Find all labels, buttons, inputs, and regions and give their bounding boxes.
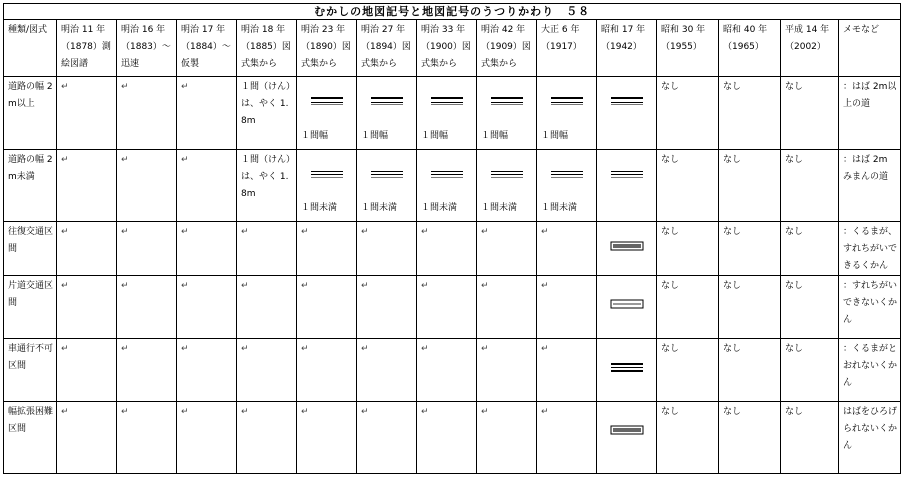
none-cell: なし [719, 222, 781, 276]
paragraph-mark: ↵ [421, 281, 429, 291]
none-cell: なし [781, 77, 839, 150]
symbol-cell [117, 222, 177, 276]
table-row [4, 402, 901, 474]
symbol-cell [477, 402, 537, 474]
symbol-cell [117, 402, 177, 474]
symbol-label: １間未満 [301, 203, 338, 213]
paragraph-mark: ↵ [121, 344, 129, 354]
header-cell-heisei14: 平成 14 年（2002） [781, 20, 839, 77]
symbol-cell [597, 339, 657, 402]
symbol-cell [297, 150, 357, 222]
row-type-cell: 道路の幅 2m以上 [4, 77, 57, 150]
header-cell-meiji17: 明治 17 年（1884）〜仮製 [177, 20, 237, 77]
symbol-cell [537, 222, 597, 276]
symbol-cell [117, 339, 177, 402]
symbol-label: １間未満 [361, 203, 398, 213]
symbol-cell [537, 77, 597, 150]
paragraph-mark: ↵ [361, 227, 369, 237]
symbol-cell [177, 77, 237, 150]
table-title: むかしの地図記号と地図記号のうつりかわり ５８ [4, 4, 901, 20]
memo-cell: ：すれちがいできないくかん [839, 276, 901, 339]
paragraph-mark: ↵ [361, 281, 369, 291]
symbol-cell [57, 222, 117, 276]
double-line-dark-icon [610, 361, 644, 380]
memo-cell: ：はば 2m みまんの道 [839, 150, 901, 222]
none-cell: なし [781, 222, 839, 276]
paragraph-mark: ↵ [121, 227, 129, 237]
symbol-cell [237, 276, 297, 339]
symbol-cell [237, 222, 297, 276]
paragraph-mark: ↵ [361, 344, 369, 354]
symbol-cell [117, 150, 177, 222]
double-line-icon [430, 95, 464, 114]
paragraph-mark: ↵ [181, 407, 189, 417]
header-cell-taisho6: 大正 6 年（1917） [537, 20, 597, 77]
header-cell-meiji42: 明治 42 年（1909）図式集から [477, 20, 537, 77]
symbol-label: １間幅 [481, 131, 509, 141]
table-row [4, 276, 901, 339]
paragraph-mark: ↵ [541, 281, 549, 291]
none-cell: なし [657, 222, 719, 276]
symbol-cell [417, 150, 477, 222]
symbol-cell [237, 77, 297, 150]
none-cell: なし [657, 150, 719, 222]
symbol-cell [357, 402, 417, 474]
header-cell-meiji16: 明治 16 年（1883）〜迅速 [117, 20, 177, 77]
memo-cell: ：くるまが、すれちがいできるくかん [839, 222, 901, 276]
symbol-cell [597, 150, 657, 222]
row-type-cell: 車通行不可区間 [4, 339, 57, 402]
none-cell: なし [657, 276, 719, 339]
memo-cell: ：くるまがとおれないくかん [839, 339, 901, 402]
paragraph-mark: ↵ [181, 281, 189, 291]
symbol-cell [177, 222, 237, 276]
header-row [4, 20, 901, 77]
row-type-cell: 道路の幅 2m未満 [4, 150, 57, 222]
paragraph-mark: ↵ [61, 281, 69, 291]
paragraph-mark: ↵ [481, 281, 489, 291]
double-line-icon [490, 95, 524, 114]
paragraph-mark: ↵ [241, 281, 249, 291]
header-cell-meiji23: 明治 23 年（1890）図式集から [297, 20, 357, 77]
paragraph-mark: ↵ [241, 407, 249, 417]
header-cell-showa17: 昭和 17 年（1942） [597, 20, 657, 77]
double-line-thin-icon [310, 168, 344, 187]
symbol-cell [417, 77, 477, 150]
symbol-cell [57, 339, 117, 402]
symbol-cell [177, 402, 237, 474]
symbol-cell [417, 276, 477, 339]
symbol-cell [597, 276, 657, 339]
header-cell-meiji27: 明治 27 年（1894）図式集から [357, 20, 417, 77]
symbol-cell [357, 276, 417, 339]
paragraph-mark: ↵ [541, 227, 549, 237]
symbol-cell [297, 222, 357, 276]
paragraph-mark: ↵ [301, 281, 309, 291]
none-cell: なし [719, 77, 781, 150]
symbol-cell [117, 276, 177, 339]
paragraph-mark: ↵ [241, 227, 249, 237]
symbol-cell [357, 222, 417, 276]
table-row [4, 150, 901, 222]
double-line-thin-icon [490, 168, 524, 187]
symbol-cell [477, 150, 537, 222]
symbol-cell [57, 150, 117, 222]
none-cell: なし [719, 150, 781, 222]
symbol-label: １間幅 [541, 131, 569, 141]
header-cell-meiji18: 明治 18 年（1885）図式集から [237, 20, 297, 77]
header-cell-showa40: 昭和 40 年（1965） [719, 20, 781, 77]
none-cell: なし [781, 150, 839, 222]
symbol-cell [297, 402, 357, 474]
paragraph-mark: ↵ [541, 344, 549, 354]
header-cell-showa30: 昭和 30 年（1955） [657, 20, 719, 77]
paragraph-mark: ↵ [181, 155, 189, 165]
symbol-cell [477, 222, 537, 276]
paragraph-mark: ↵ [61, 344, 69, 354]
hatched-road-icon [610, 240, 644, 259]
paragraph-mark: ↵ [121, 82, 129, 92]
symbol-label: １間未満 [481, 203, 518, 213]
paragraph-mark: ↵ [61, 82, 69, 92]
paragraph-mark: ↵ [61, 407, 69, 417]
symbol-table [3, 3, 901, 474]
paragraph-mark: ↵ [181, 344, 189, 354]
paragraph-mark: ↵ [421, 227, 429, 237]
table-row [4, 77, 901, 150]
symbol-label: １間幅 [421, 131, 449, 141]
symbol-cell [537, 402, 597, 474]
symbol-cell [597, 402, 657, 474]
none-cell: なし [657, 402, 719, 474]
header-cell-type: 種類/図式 [4, 20, 57, 77]
double-line-icon [310, 95, 344, 114]
double-line-thin-icon [610, 168, 644, 187]
double-line-icon [550, 95, 584, 114]
symbol-cell [177, 276, 237, 339]
double-line-thin-icon [550, 168, 584, 187]
symbol-label: １間幅 [361, 131, 389, 141]
paragraph-mark: ↵ [121, 407, 129, 417]
symbol-cell [597, 77, 657, 150]
symbol-cell [237, 402, 297, 474]
paragraph-mark: ↵ [61, 155, 69, 165]
header-cell-meiji11: 明治 11 年（1878）測絵図譜 [57, 20, 117, 77]
paragraph-mark: ↵ [301, 227, 309, 237]
row-type-cell: 片道交通区間 [4, 276, 57, 339]
symbol-cell [177, 150, 237, 222]
symbol-cell [57, 402, 117, 474]
symbol-cell [117, 77, 177, 150]
symbol-cell [297, 339, 357, 402]
symbol-cell [477, 276, 537, 339]
symbol-cell [57, 77, 117, 150]
paragraph-mark: ↵ [481, 344, 489, 354]
symbol-cell [357, 150, 417, 222]
paragraph-mark: ↵ [121, 281, 129, 291]
paragraph-mark: ↵ [181, 227, 189, 237]
symbol-cell [237, 150, 297, 222]
symbol-cell [57, 276, 117, 339]
symbol-label: １間幅 [301, 131, 329, 141]
symbol-cell [537, 150, 597, 222]
double-line-icon [370, 95, 404, 114]
symbol-cell [477, 77, 537, 150]
paragraph-mark: ↵ [541, 407, 549, 417]
symbol-cell [357, 339, 417, 402]
none-cell: なし [781, 339, 839, 402]
paragraph-mark: ↵ [421, 344, 429, 354]
symbol-cell [417, 402, 477, 474]
none-cell: なし [719, 402, 781, 474]
none-cell: なし [719, 276, 781, 339]
paragraph-mark: ↵ [121, 155, 129, 165]
paragraph-mark: ↵ [421, 407, 429, 417]
symbol-cell [417, 222, 477, 276]
symbol-cell [297, 276, 357, 339]
none-cell: なし [781, 276, 839, 339]
double-line-icon [610, 95, 644, 114]
ken-note: １間（けん）は、やく 1.8m [241, 155, 291, 199]
memo-cell: はばをひろげられないくかん [839, 402, 901, 474]
none-cell: なし [781, 402, 839, 474]
ken-note: １間（けん）は、やく 1.8m [241, 82, 291, 126]
row-type-cell: 往復交通区間 [4, 222, 57, 276]
paragraph-mark: ↵ [301, 407, 309, 417]
symbol-cell [297, 77, 357, 150]
none-cell: なし [657, 77, 719, 150]
table-row [4, 339, 901, 402]
none-cell: なし [657, 339, 719, 402]
hatched-road-icon [610, 424, 644, 443]
none-cell: なし [719, 339, 781, 402]
symbol-label: １間未満 [421, 203, 458, 213]
symbol-cell [597, 222, 657, 276]
header-cell-memo: メモなど [839, 20, 901, 77]
symbol-cell [477, 339, 537, 402]
paragraph-mark: ↵ [481, 227, 489, 237]
double-line-thin-icon [430, 168, 464, 187]
paragraph-mark: ↵ [241, 344, 249, 354]
memo-cell: ：はば 2m以上の道 [839, 77, 901, 150]
symbol-cell [417, 339, 477, 402]
symbol-cell [537, 276, 597, 339]
table-row [4, 222, 901, 276]
paragraph-mark: ↵ [181, 82, 189, 92]
symbol-label: １間未満 [541, 203, 578, 213]
open-road-icon [610, 298, 644, 317]
paragraph-mark: ↵ [361, 407, 369, 417]
row-type-cell: 幅拡張困難区間 [4, 402, 57, 474]
paragraph-mark: ↵ [301, 344, 309, 354]
symbol-cell [177, 339, 237, 402]
paragraph-mark: ↵ [481, 407, 489, 417]
paragraph-mark: ↵ [61, 227, 69, 237]
symbol-cell [537, 339, 597, 402]
header-cell-meiji33: 明治 33 年（1900）図式集から [417, 20, 477, 77]
symbol-cell [357, 77, 417, 150]
symbol-cell [237, 339, 297, 402]
double-line-thin-icon [370, 168, 404, 187]
